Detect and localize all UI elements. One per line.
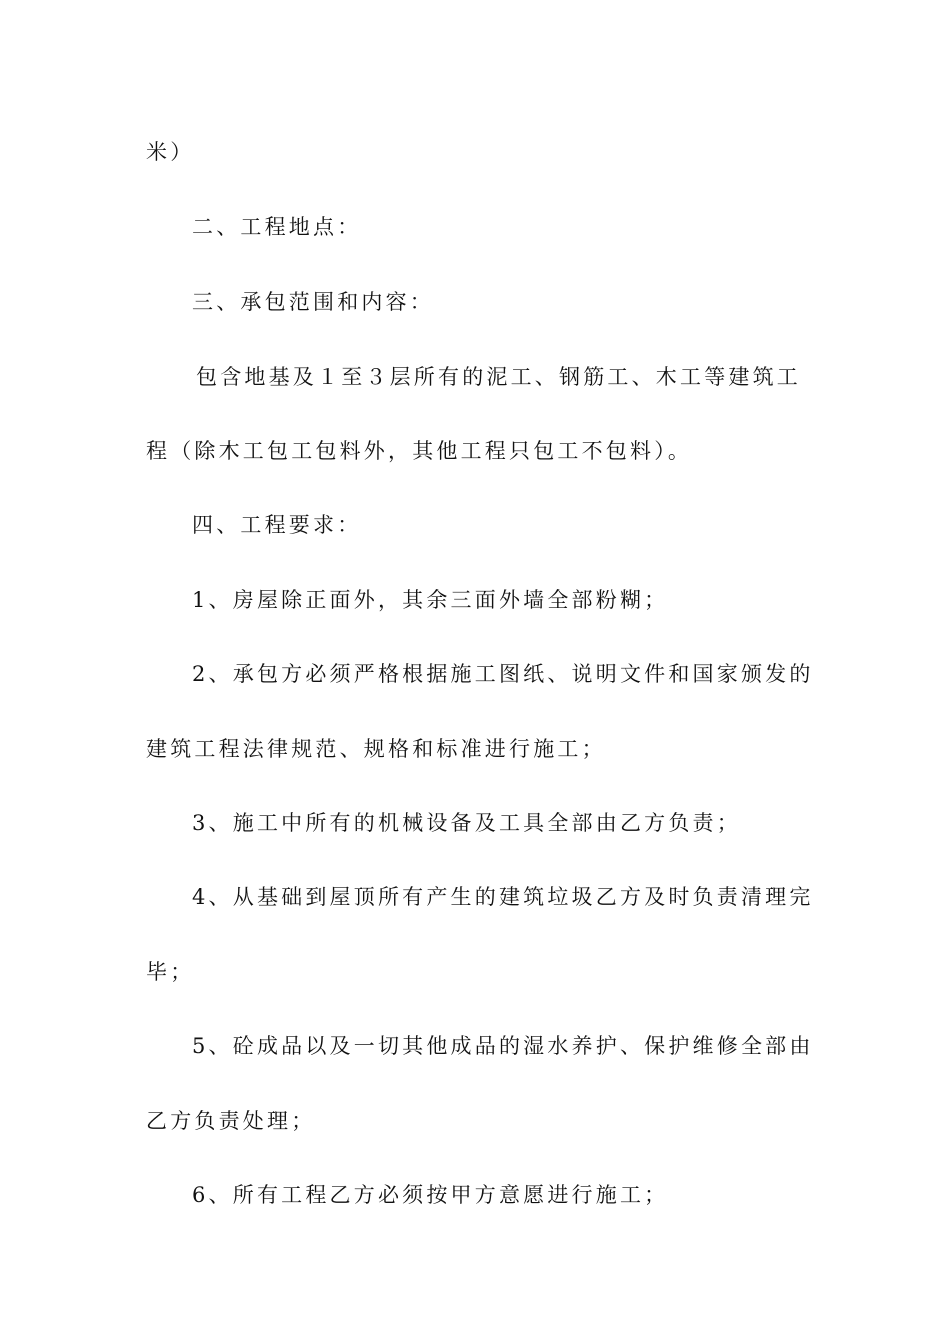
scope-paragraph-line-1: 包含地基及１至３层所有的泥工、钢筋工、木工等建筑工 [196, 365, 801, 389]
requirement-item-5-line-2: 乙方负责处理； [146, 1109, 316, 1133]
section-heading-location: 二、工程地点： [192, 215, 362, 239]
requirement-item-2-line-1: 2、承包方必须严格根据施工图纸、说明文件和国家颁发的 [192, 662, 814, 686]
requirement-item-6: 6、所有工程乙方必须按甲方意愿进行施工； [192, 1183, 669, 1207]
requirement-item-3: 3、施工中所有的机械设备及工具全部由乙方负责； [192, 811, 741, 835]
text-line-continuation-mi: 米） [146, 140, 195, 164]
requirement-item-1: 1、房屋除正面外，其余三面外墙全部粉糊； [192, 588, 669, 612]
requirement-item-4-line-1: 4、从基础到屋顶所有产生的建筑垃圾乙方及时负责清理完 [192, 885, 814, 909]
section-heading-requirements: 四、工程要求： [192, 513, 362, 537]
requirement-item-4-line-2: 毕； [146, 960, 195, 984]
section-heading-scope: 三、承包范围和内容： [192, 290, 434, 314]
requirement-item-5-line-1: 5、砼成品以及一切其他成品的湿水养护、保护维修全部由 [192, 1034, 814, 1058]
scope-paragraph-line-2: 程（除木工包工包料外，其他工程只包工不包料）。 [146, 439, 693, 463]
requirement-item-2-line-2: 建筑工程法律规范、规格和标准进行施工； [146, 737, 606, 761]
